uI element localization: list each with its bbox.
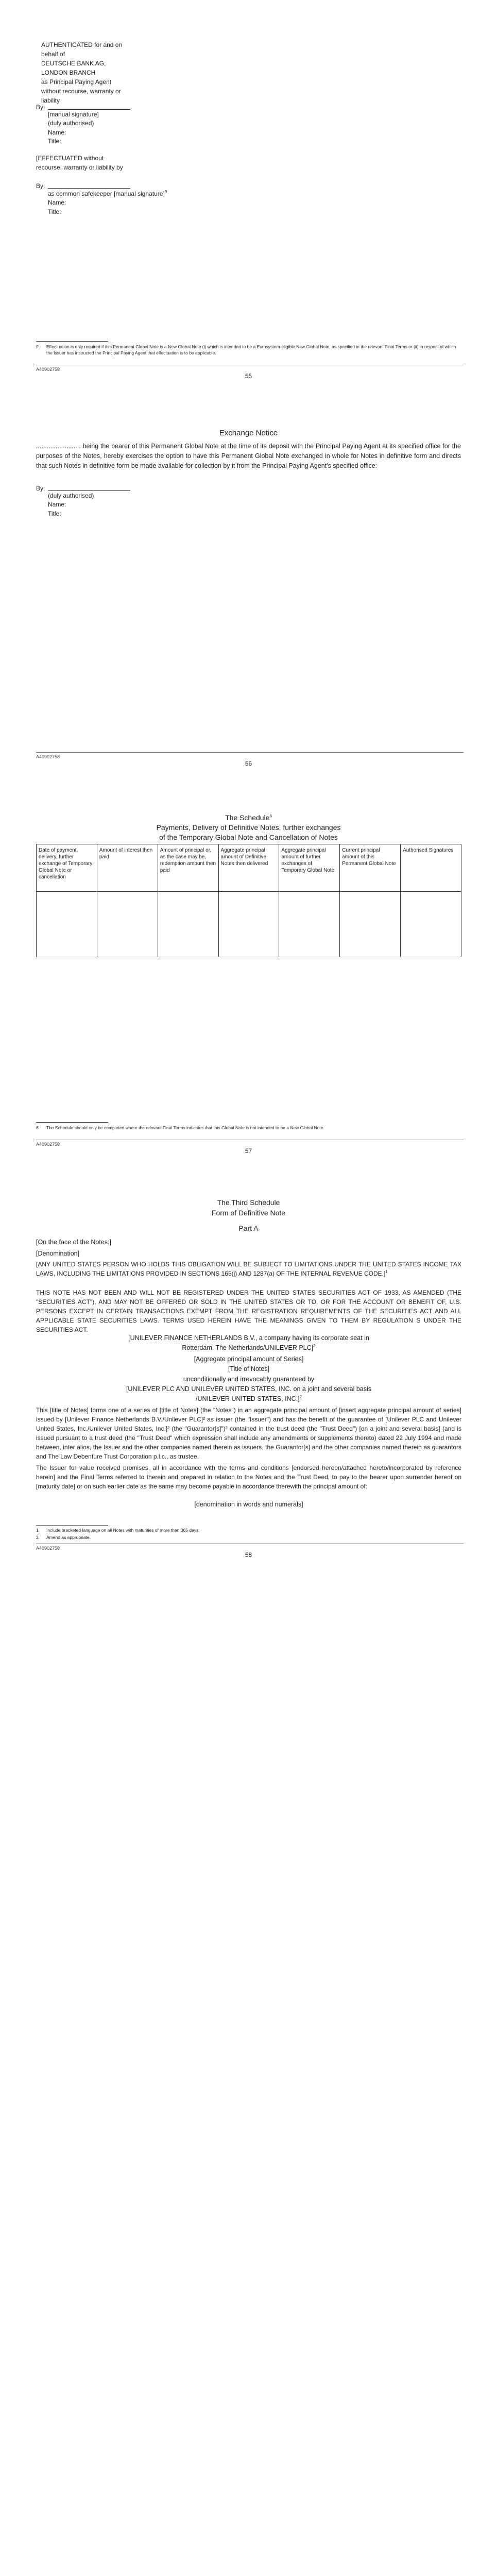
issuer-line: [UNILEVER FINANCE NETHERLANDS B.V., a company having its corporate seat in: [128, 1334, 369, 1342]
denomination-words: [denomination in words and numerals]: [194, 1501, 303, 1508]
column-header: Amount of interest then paid: [97, 844, 158, 892]
page-number: 58: [245, 1551, 252, 1558]
column-header: Date of payment, delivery, further exchange of Temporary Global Note or cancellation: [37, 844, 97, 892]
column-header: Aggregate principal amount of further exchanges of Temporary Global Note: [279, 844, 340, 892]
tax-legend: [ANY UNITED STATES PERSON WHO HOLDS THIS OBLIGATION WILL BE SUBJECT TO LIMITATIONS UNDER THE UNITED STATES INCOME TAX LAWS, INCLUDING THE LIMITATIONS PROVIDED IN SECTIONS 165(j) AND 1287(a) OF THE INTERNAL REVENUE CODE.]$^1$: [36, 1261, 461, 1277]
sig-line: (duly authorised): [48, 120, 94, 127]
signature-by-1: [36, 103, 45, 112]
guarantee-line: unconditionally and irrevocably guaranteed by: [183, 1376, 315, 1383]
footnote: [36, 1125, 461, 1131]
issuer-line: Rotterdam, The Netherlands/UNILEVER PLC]$^2$: [182, 1343, 316, 1351]
auth-line: AUTHENTICATED for and on: [41, 41, 123, 48]
footnote-ref: 6: [269, 814, 272, 819]
page-number: 57: [245, 1147, 252, 1155]
table-cell: [340, 892, 401, 957]
schedule-subtitle: Payments, Delivery of Definitive Notes, further exchanges: [156, 823, 341, 832]
effectuation-block: [36, 154, 123, 172]
footnote-number: 6: [36, 1125, 39, 1130]
issuer-block: [36, 1333, 461, 1353]
schedule-subheading: Form of Definitive Note: [211, 1209, 286, 1217]
signature-line: [48, 490, 130, 491]
signature-block-2: [48, 189, 167, 216]
securities-act-legend: THIS NOTE HAS NOT BEEN AND WILL NOT BE REGISTERED UNDER THE UNITED STATES SECURITIES ACT OF 1933, AS AMENDED (THE "SECURITIES ACT"), AND MAY NOT BE OFFERED OR SOLD IN THE UNITED STATES OR TO, OR FOR THE ACCOUNT OR BENEFIT OF, U.S. PERSONS EXCEPT IN CERTAIN TRANSACTIONS EXEMPT FROM THE REGISTRATION REQUIREMENTS OF THE SECURITIES ACT AND ALL APPLICABLE STATE SECURITIES LAWS. TERMS USED HEREIN HAVE THE MEANINGS GIVEN TO THEM BY REGULATION S UNDER THE SECURITIES ACT.: [36, 1289, 461, 1333]
footnote-number: 9: [36, 344, 39, 349]
denomination: [Denomination]: [36, 1250, 80, 1257]
schedule-title: The Schedule$^6$: [225, 814, 272, 822]
auth-line: LONDON BRANCH: [41, 69, 96, 76]
notes-title: [Title of Notes]: [228, 1365, 270, 1372]
series-block: [36, 1354, 461, 1374]
footnote-ref: 2: [313, 1343, 316, 1348]
part-heading: Part A: [238, 1224, 259, 1232]
auth-line: liability: [41, 97, 60, 104]
footnote: [36, 344, 461, 357]
page-number: 55: [245, 372, 252, 380]
by-label: By:: [36, 182, 45, 190]
footnote-rule: [36, 1122, 108, 1123]
by-label: By:: [36, 485, 45, 492]
document-reference: A40902758: [36, 754, 60, 759]
page-number: 56: [245, 760, 252, 767]
footnote: [36, 1535, 461, 1541]
table-cell: [279, 892, 340, 957]
signature-line-1: [48, 109, 130, 110]
auth-line: behalf of: [41, 50, 65, 58]
footnote-text: Effectuation is only required if this Permanent Global Note is a New Global Note (i) which is intended to be a Eurosystem-eligible New Global Note, as specified in the relevant Final Terms or (ii) in respect of which the Issuer has instructed the Principal Paying Agent that effectuation is to be applicable.: [46, 344, 456, 355]
effect-line: recourse, warranty or liability by: [36, 164, 123, 171]
exchange-notice-body: ......................... being the bearer of this Permanent Global Note at the time of its deposit with the Principal Paying Agent at its specified office for the purposes of the Notes, hereby exercises the option to have this Permanent Global Note exchanged in whole for Notes in definitive form and directs that such Notes in definitive form be made available for collection by it from the Principal Paying Agent's specified office:: [36, 443, 461, 469]
sig-line: [manual signature]: [48, 111, 99, 118]
page-title: Exchange Notice: [219, 429, 278, 437]
effect-line: [EFFECTUATED without: [36, 155, 104, 162]
signature-block-1: [48, 110, 99, 146]
footnote-number: 1: [36, 1528, 39, 1533]
table-cell: [37, 892, 97, 957]
face-of-notes: [On the face of the Notes:]: [36, 1239, 111, 1246]
footnote-text: Include bracketed language on all Notes with maturities of more than 365 days.: [46, 1528, 200, 1533]
footnote-ref: 1: [385, 1269, 388, 1274]
document-reference: A40902758: [36, 1142, 60, 1147]
signature-block: [48, 492, 94, 518]
table-cell: [401, 892, 461, 957]
guarantee-block: [36, 1375, 461, 1403]
footnote-rule: [36, 341, 108, 342]
aggregate-amount: [Aggregate principal amount of Series]: [194, 1355, 304, 1363]
sig-line: Name:: [48, 501, 66, 509]
column-header: Aggregate principal amount of Definitive Notes then delivered: [218, 844, 279, 892]
document-reference: A40902758: [36, 367, 60, 372]
sig-line: Title:: [48, 510, 61, 517]
schedule-heading: The Third Schedule: [217, 1198, 280, 1207]
footnote-number: 2: [36, 1535, 39, 1540]
footnote: [36, 1528, 461, 1534]
footnote-text: Amend as appropriate.: [46, 1535, 91, 1540]
guarantor-line: /UNILEVER UNITED STATES, INC.]$^2$: [195, 1394, 302, 1402]
promise-paragraph: The Issuer for value received promises, all in accordance with the terms and conditions [endorsed hereon/attached hereto/incorporated by reference herein] and the Final Terms referred to therein and prepared in relation to the Notes and the Trust Deed, to pay to the bearer upon surrender hereof on [maturity date] or on such earlier date as the same may become payable in accordance therewith the principal amount of:: [36, 1464, 461, 1490]
sig-line: Name:: [48, 199, 66, 207]
sig-line: Title:: [48, 138, 61, 145]
authentication-block: [41, 40, 144, 105]
footnote-rule: [36, 1525, 108, 1526]
sig-line: Name:: [48, 128, 66, 136]
by-label: By:: [36, 104, 45, 111]
auth-line: without recourse, warranty or: [41, 88, 121, 95]
table-cell: [218, 892, 279, 957]
signature-by-2: [36, 182, 45, 191]
terms-paragraph: This [title of Notes] forms one of a series of [title of Notes] (the "Notes") in an aggregate principal amount of [insert aggregate principal amount of series] issued by [Unilever Finance Netherlands B.V./Unilever PLC]² as issuer (the "Issuer") and has the benefit of the guarantee of [Unilever PLC and Unilever United States, Inc./Unilever United States, Inc.]² (the "Guarantor[s]")² contained in the trust deed (the "Trust Deed") [on a joint and several basis] (and is issued pursuant to a trust deed (the "Trust Deed" which expression shall include any amendments or supplements thereto) dated 22 July 1994 and made between, inter alios, the Issuer and the other companies named therein as issuers, the Guarantor[s] and the other companies named therein as guarantors and The Law Debenture Trust Corporation p.l.c., as trustee.: [36, 1406, 461, 1460]
schedule-table: [36, 844, 461, 957]
column-header: Current principal amount of this Permanent Global Note: [340, 844, 401, 892]
table-header-row: [37, 844, 461, 892]
table-row: [37, 892, 461, 957]
column-header: Authorised Signatures: [401, 844, 461, 892]
footnote-ref: 2: [299, 1394, 302, 1399]
footnote-ref: 9: [164, 190, 167, 194]
table-cell: [158, 892, 218, 957]
auth-line: DEUTSCHE BANK AG,: [41, 60, 106, 67]
column-header: Amount of principal or, as the case may be, redemption amount then paid: [158, 844, 218, 892]
document-reference: A40902758: [36, 1546, 60, 1551]
sig-line: Title:: [48, 208, 61, 215]
sig-line: (duly authorised): [48, 492, 94, 499]
auth-line: as Principal Paying Agent: [41, 78, 112, 86]
keeper-line: as common safekeeper [manual signature]$^9$: [48, 190, 167, 197]
signature-line-2: [48, 188, 130, 189]
footnote-text: The Schedule should only be completed where the relevant Final Terms indicates that this Global Note is not intended to be a New Global Note.: [46, 1125, 324, 1130]
guarantor-line: [UNILEVER PLC AND UNILEVER UNITED STATES, INC. on a joint and several basis: [126, 1385, 372, 1393]
page-rule: [36, 752, 464, 753]
schedule-subtitle: of the Temporary Global Note and Cancellation of Notes: [159, 833, 338, 841]
table-cell: [97, 892, 158, 957]
signature-by: [36, 484, 45, 493]
